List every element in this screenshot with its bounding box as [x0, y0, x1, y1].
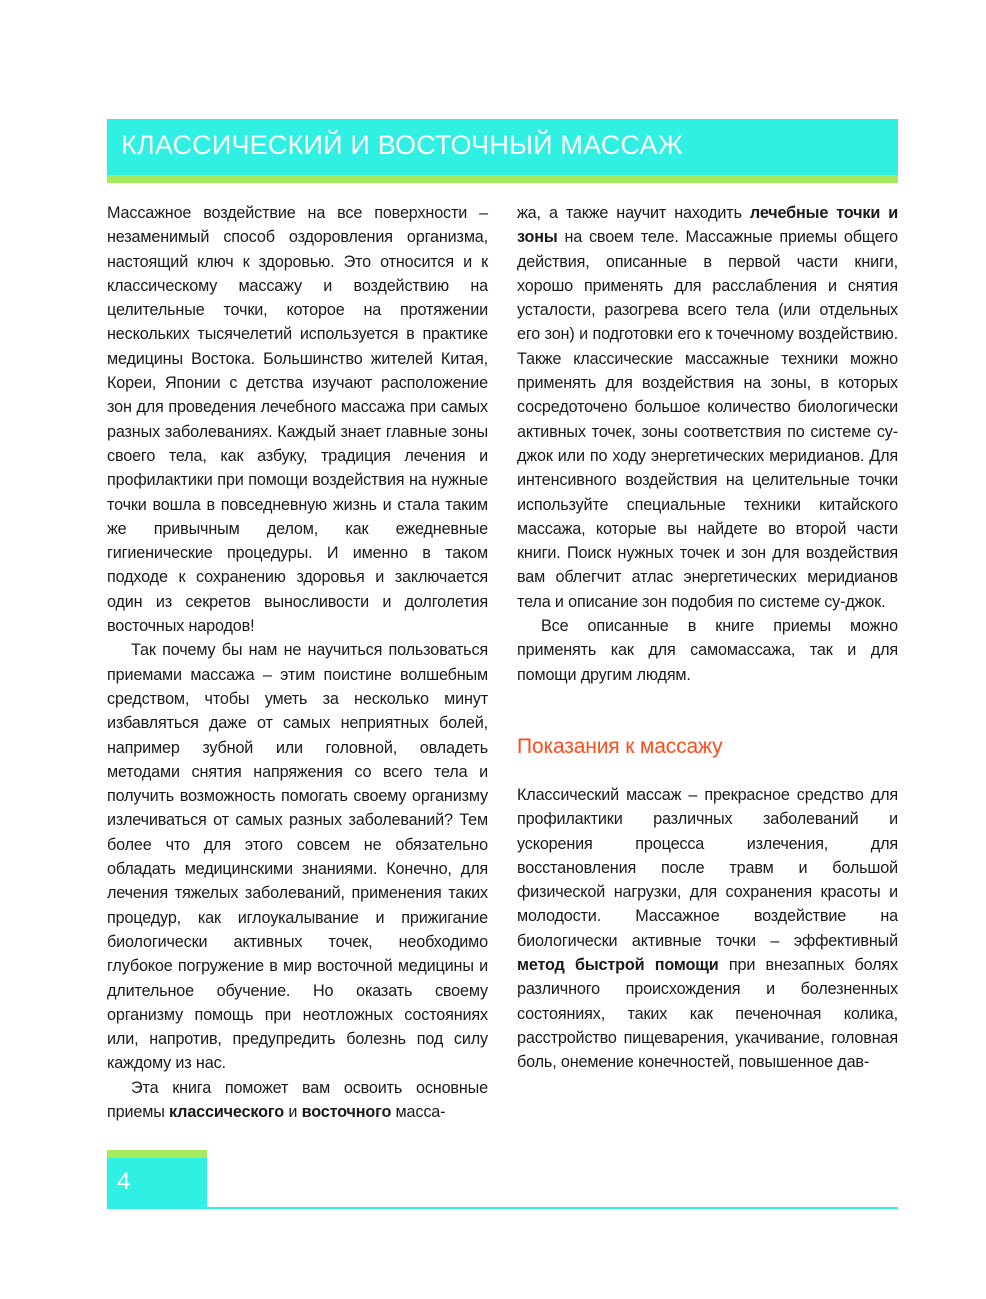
paragraph: [107, 1076, 488, 1125]
footer-accent-bar: [107, 1150, 207, 1158]
paragraph-text: Классический массаж – прекрасное средство для профилактики различных заболеваний и ускорения процесса излечения, для восстановления после травм и большой физической нагрузки, для сохранения красоты и молодости. Массажное воздействие на биологически активные точки – эффективный: [517, 785, 898, 950]
paragraph-text: при внезапных болях различного происхождения и болезненных состояниях, таких как печеночная колика, расстройство пищеварения, укачивание, головная боль, онемение конечностей, повышенное дав-: [517, 956, 898, 1072]
paragraph: Так почему бы нам не научиться пользоваться приемами массажа – этим поистине волшебным средством, чтобы уметь за несколько минут избавляться даже от самых неприятных болей, например зубной или головной, овладеть методами снятия напряжения со всего тела и получить возможность помогать своему организму излечиваться от самых разных заболеваний? Тем более что для этого совсем не обязательно обладать медицинскими знаниями. Конечно, для лечения тяжелых заболеваний, применения таких процедур, как иглоукалывание и прижигание биологически активных точек, необходимо глубокое погружение в мир восточной медицины и длительное обучение. Но оказать своему организму помощь при неотложных состояниях или, напротив, предупредить болезнь под силу каждому из нас.: [107, 641, 488, 1073]
page-number: 4: [117, 1168, 131, 1195]
bold-term: метод быстрой помощи: [517, 956, 719, 975]
chapter-header-band: [107, 119, 898, 175]
chapter-header-underline: [107, 175, 898, 183]
footer-rule: [207, 1207, 898, 1209]
right-text-column: [517, 201, 898, 1075]
left-text-column: [107, 201, 488, 1124]
paragraph-text: масса-: [391, 1102, 446, 1121]
paragraph-text: Эта книга поможет вам освоить основные приемы: [107, 1078, 488, 1121]
paragraph-text: на своем теле. Массажные приемы общего действия, описанные в первой части книги, хорошо применять для расслабления и снятия усталости, разогрева всего тела (или отдельных его зон) и подготовки его к точечному воздействию. Также классические массажные техники можно применять для воздействия на зоны, в которых сосредоточено большое количество биологически активных точек, зоны соответствия по системе су-джок или по ходу энергетических меридианов. Для интенсивного воздействия на целительные точки используйте специальные техники китайского массажа, которые вы найдете во второй части книги. Поиск нужных точек и зон для воздействия вам облегчит атлас энергетических меридианов тела и описание зон подобия по системе су-джок.: [517, 228, 898, 611]
bold-term: восточного: [301, 1102, 392, 1121]
paragraph: Все описанные в книге приемы можно применять как для самомассажа, так и для помощи другим людям.: [517, 617, 898, 684]
bold-term: классического: [169, 1102, 285, 1121]
paragraph-text: и: [284, 1102, 302, 1121]
paragraph: [517, 201, 898, 614]
page-number-box: [107, 1158, 207, 1209]
section-heading: Показания к массажу: [517, 734, 723, 758]
chapter-title: КЛАССИЧЕСКИЙ И ВОСТОЧНЫЙ МАССАЖ: [121, 130, 683, 160]
paragraph-text: жа, а также научит находить: [517, 204, 750, 222]
bold-term: лечебные точки и зоны: [517, 204, 899, 247]
paragraph: [517, 783, 898, 1075]
paragraph: Массажное воздействие на все поверхности – незаменимый способ оздоровления организма, настоящий ключ к здоровью. Это относится и к классическому массажу и воздействию на целительные точки, которое на протяжении нескольких тысячелетий используется в практике медицины Востока. Большинство жителей Китая, Кореи, Японии с детства изучают расположение зон для проведения лечебного массажа при самых разных заболеваниях. Каждый знает главные зоны своего тела, как азбуку, традиция лечения и профилактики при помощи воздействия на нужные точки вошла в повседневную жизнь и стала таким же привычным делом, как ежедневные гигиенические процедуры. И именно в таком подходе к сохранению здоровья и заключается один из секретов выносливости и долголетия восточных народов!: [107, 204, 488, 636]
